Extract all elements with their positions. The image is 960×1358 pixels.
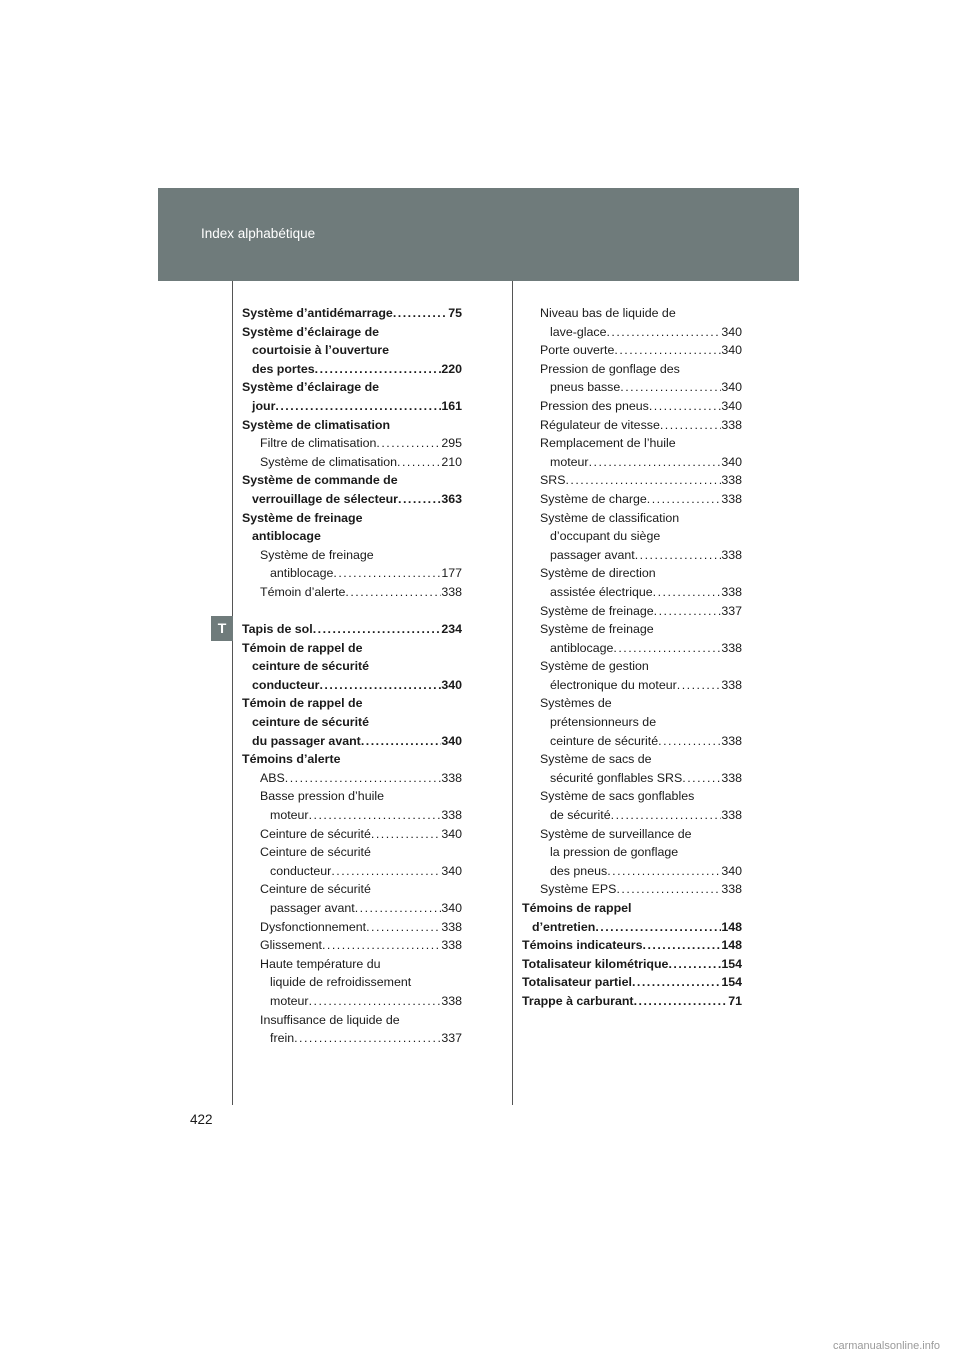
- index-entry-text: Système d’éclairage de: [242, 324, 380, 339]
- index-entry: [242, 416, 462, 435]
- index-entry: [522, 918, 742, 937]
- index-entry: [522, 880, 742, 899]
- index-entry-text: Pression des pneus: [540, 398, 649, 413]
- index-entry-text: Dysfonctionnement: [260, 919, 367, 934]
- index-entry-page: 340: [441, 677, 462, 692]
- index-entry-text: Système de freinage: [540, 622, 654, 637]
- index-entry: [242, 936, 462, 955]
- index-entry: [522, 899, 742, 918]
- index-entry-page: 210: [441, 454, 462, 469]
- index-entry-text: d’entretien: [532, 919, 596, 934]
- index-entry: [242, 992, 462, 1011]
- section-header: [158, 188, 799, 281]
- index-entry-text: jour: [252, 398, 276, 413]
- center-column-rule: [512, 281, 513, 1105]
- index-entry-text: Régulateur de vitesse: [540, 417, 660, 432]
- index-entry-text: Porte ouverte: [540, 343, 615, 358]
- left-column-rule: [232, 281, 233, 1105]
- index-entry-text: prétensionneurs de: [550, 715, 657, 730]
- index-entry: [242, 732, 462, 751]
- index-entry-page: 338: [721, 677, 742, 692]
- dot-leader: [322, 936, 441, 955]
- index-entry: [242, 769, 462, 788]
- index-entry-page: 363: [441, 491, 462, 506]
- index-entry-text: Ceinture de sécurité: [260, 845, 371, 860]
- index-entry-text: Système de climatisation: [260, 454, 398, 469]
- dot-leader: [649, 397, 721, 416]
- index-entry-text: Insuffisance de liquide de: [260, 1012, 400, 1027]
- index-entry-text: Remplacement de l’huile: [540, 436, 676, 451]
- index-entry-page: 234: [441, 622, 462, 637]
- index-entry: [242, 490, 462, 509]
- index-entry-page: 340: [721, 324, 742, 339]
- index-entry-text: Systèmes de: [540, 696, 612, 711]
- index-entry-page: 154: [721, 956, 742, 971]
- index-entry-text: verrouillage de sélecteur: [252, 491, 399, 506]
- index-entry-text: Système de charge: [540, 491, 647, 506]
- index-entry-text: Pression de gonflage des: [540, 361, 680, 376]
- index-entry: [522, 453, 742, 472]
- index-entry: [242, 434, 462, 453]
- index-column-right: [522, 304, 742, 1011]
- dot-leader: [309, 992, 442, 1011]
- dot-leader: [366, 918, 441, 937]
- index-entry-page: 340: [441, 863, 462, 878]
- dot-leader: [654, 602, 722, 621]
- index-entry-text: ceinture de sécurité: [252, 715, 370, 730]
- index-entry-text: moteur: [270, 993, 309, 1008]
- index-entry: [242, 657, 462, 676]
- index-entry-page: 340: [721, 863, 742, 878]
- page-number: 422: [190, 1112, 213, 1127]
- index-entry-text: Système de commande de: [242, 473, 398, 488]
- dot-leader: [361, 732, 442, 751]
- index-entry-page: 340: [441, 826, 462, 841]
- index-entry-text: Basse pression d’huile: [260, 789, 384, 804]
- index-entry: [242, 955, 462, 974]
- index-entry-text: conducteur: [252, 677, 320, 692]
- index-column-left: [242, 304, 462, 1048]
- index-entry: [522, 397, 742, 416]
- index-entry-page: 177: [441, 566, 462, 581]
- index-entry-text: conducteur: [270, 863, 332, 878]
- dot-leader: [309, 806, 442, 825]
- index-entry-text: Témoin d’alerte: [260, 584, 346, 599]
- index-entry-text: Témoin de rappel de: [242, 640, 363, 655]
- dot-leader: [632, 973, 721, 992]
- index-entry-text: lave-glace: [550, 324, 607, 339]
- index-entry: [522, 304, 742, 323]
- dot-leader: [653, 583, 722, 602]
- dot-leader: [643, 936, 722, 955]
- dot-leader: [589, 453, 722, 472]
- index-entry: [242, 862, 462, 881]
- index-entry: [522, 527, 742, 546]
- index-entry-page: 295: [441, 436, 462, 451]
- index-entry: [242, 694, 462, 713]
- dot-leader: [614, 341, 721, 360]
- index-entry-text: Système de gestion: [540, 659, 649, 674]
- index-entry: [242, 397, 462, 416]
- dot-leader: [620, 378, 721, 397]
- index-entry-text: Ceinture de sécurité: [260, 882, 371, 897]
- index-entry-page: 338: [441, 938, 462, 953]
- index-entry: [522, 676, 742, 695]
- index-entry-text: Système de sacs gonflables: [540, 789, 695, 804]
- index-entry: [522, 341, 742, 360]
- index-entry-text: liquide de refroidissement: [270, 975, 412, 990]
- index-entry-text: SRS: [540, 473, 566, 488]
- index-entry-text: Trappe à carburant: [522, 993, 634, 1008]
- index-entry-page: 338: [721, 473, 742, 488]
- index-entry: [242, 620, 462, 639]
- dot-leader: [294, 1029, 441, 1048]
- index-entry: [242, 564, 462, 583]
- watermark: carmanualsonline.info: [832, 1340, 940, 1352]
- dot-leader: [275, 397, 441, 416]
- index-entry: [522, 490, 742, 509]
- index-entry: [242, 509, 462, 528]
- index-entry: [522, 825, 742, 844]
- index-entry: [242, 471, 462, 490]
- index-entry: [242, 899, 462, 918]
- dot-leader: [393, 304, 448, 323]
- index-entry-page: 148: [721, 919, 742, 934]
- index-entry: [522, 806, 742, 825]
- index-entry: [522, 862, 742, 881]
- index-entry-page: 220: [441, 361, 462, 376]
- index-entry-text: passager avant: [270, 901, 355, 915]
- index-entry-page: 161: [441, 398, 462, 413]
- index-entry-text: antiblocage: [270, 566, 334, 581]
- dot-leader: [565, 471, 721, 490]
- dot-leader: [647, 490, 722, 509]
- index-entry-text: ceinture de sécurité: [252, 659, 370, 674]
- index-entry: [522, 694, 742, 713]
- index-entry: [522, 750, 742, 769]
- index-entry: [522, 955, 742, 974]
- index-entry: [522, 787, 742, 806]
- index-entry-text: de sécurité: [550, 808, 611, 823]
- index-entry-text: pneus basse: [550, 380, 621, 395]
- index-entry: [242, 639, 462, 658]
- index-entry-text: moteur: [550, 454, 589, 469]
- index-entry-page: 338: [441, 919, 462, 934]
- index-entry-text: la pression de gonflage: [550, 845, 679, 860]
- index-entry-text: Haute température du: [260, 956, 381, 971]
- index-entry: [522, 416, 742, 435]
- index-entry-page: 340: [441, 901, 462, 915]
- index-entry-text: Témoins indicateurs: [522, 938, 643, 953]
- index-entry-text: Système de climatisation: [242, 417, 391, 432]
- index-entry-page: 338: [721, 547, 742, 562]
- index-entry: [522, 732, 742, 751]
- index-entry: [522, 639, 742, 658]
- index-entry-page: 340: [441, 733, 462, 748]
- dot-leader: [376, 434, 441, 453]
- index-entry: [242, 843, 462, 862]
- index-entry-page: 75: [448, 306, 462, 320]
- index-entry-text: sécurité gonflables SRS: [550, 770, 683, 785]
- index-entry: [242, 360, 462, 379]
- index-entry: [242, 583, 462, 602]
- index-entry: [522, 546, 742, 565]
- index-entry-page: 338: [721, 882, 742, 897]
- index-entry: [242, 341, 462, 360]
- index-entry: [522, 360, 742, 379]
- index-entry: [522, 973, 742, 992]
- index-entry: [242, 453, 462, 472]
- index-entry-text: courtoisie à l’ouverture: [252, 343, 390, 358]
- index-entry-text: Système de freinage: [260, 547, 374, 562]
- index-entry-page: 338: [721, 770, 742, 785]
- dot-leader: [677, 676, 722, 695]
- index-entry: [242, 304, 462, 323]
- index-entry-text: Système de freinage: [242, 510, 363, 525]
- index-entry-page: 338: [441, 584, 462, 599]
- index-entry-text: électronique du moteur: [550, 677, 677, 692]
- index-entry-page: 337: [441, 1031, 462, 1046]
- index-entry: [242, 323, 462, 342]
- index-entry-page: 340: [721, 343, 742, 358]
- dot-leader: [668, 955, 721, 974]
- index-entry-text: Système de freinage: [540, 603, 654, 618]
- index-entry-text: Système EPS: [540, 882, 617, 897]
- index-entry: [242, 1011, 462, 1030]
- index-entry: [242, 676, 462, 695]
- index-entry: [522, 323, 742, 342]
- dot-leader: [285, 769, 442, 788]
- index-entry: [242, 750, 462, 769]
- index-entry-page: 338: [721, 584, 742, 599]
- dot-leader: [345, 583, 441, 602]
- index-entry-page: 338: [721, 640, 742, 655]
- index-entry-text: Niveau bas de liquide de: [540, 306, 676, 320]
- index-entry-page: 338: [441, 770, 462, 785]
- dot-leader: [371, 825, 441, 844]
- index-entry: [522, 378, 742, 397]
- dot-leader: [355, 899, 442, 918]
- index-entry-text: Totalisateur partiel: [522, 975, 632, 990]
- index-entry-text: antiblocage: [550, 640, 614, 655]
- index-entry-text: Système de direction: [540, 566, 656, 581]
- index-entry: [522, 713, 742, 732]
- index-entry: [522, 583, 742, 602]
- index-entry: [242, 713, 462, 732]
- index-entry-text: Système d’éclairage de: [242, 380, 380, 395]
- index-entry: [242, 973, 462, 992]
- dot-leader: [616, 880, 721, 899]
- dot-leader: [333, 564, 441, 583]
- index-entry: [522, 992, 742, 1011]
- index-entry: [242, 546, 462, 565]
- index-entry-text: ABS: [260, 770, 285, 785]
- index-entry-text: des portes: [252, 361, 315, 376]
- index-entry-text: Glissement: [260, 938, 322, 953]
- index-entry-page: 338: [721, 417, 742, 432]
- index-entry: [242, 378, 462, 397]
- index-entry-text: frein: [270, 1031, 295, 1046]
- index-entry-text: Témoin de rappel de: [242, 696, 363, 711]
- index-entry: [242, 1029, 462, 1048]
- index-entry: [522, 936, 742, 955]
- index-entry-page: 338: [721, 733, 742, 748]
- index-entry-text: passager avant: [550, 547, 635, 562]
- index-entry-page: 337: [721, 603, 742, 618]
- dot-leader: [635, 546, 722, 565]
- index-entry-page: 338: [441, 993, 462, 1008]
- index-entry-text: assistée électrique: [550, 584, 653, 599]
- section-title: Index alphabétique: [201, 226, 316, 241]
- index-entry: [522, 657, 742, 676]
- index-entry: [522, 564, 742, 583]
- dot-leader: [660, 416, 721, 435]
- index-entry: [522, 509, 742, 528]
- dot-leader: [658, 732, 721, 751]
- index-entry-text: Ceinture de sécurité: [260, 826, 371, 841]
- index-entry-text: Totalisateur kilométrique: [522, 956, 669, 971]
- dot-leader: [611, 806, 722, 825]
- index-entry: [522, 769, 742, 788]
- index-entry-page: 340: [721, 380, 742, 395]
- index-entry-text: d’occupant du siège: [550, 529, 661, 544]
- index-entry-text: Système de classification: [540, 510, 680, 525]
- index-entry: [242, 806, 462, 825]
- dot-leader: [613, 639, 721, 658]
- index-gap: [242, 602, 462, 621]
- index-entry-text: Filtre de climatisation: [260, 436, 377, 451]
- index-entry: [522, 471, 742, 490]
- index-entry-text: Système de sacs de: [540, 752, 652, 767]
- index-entry-text: des pneus: [550, 863, 608, 878]
- index-entry-text: Système de surveillance de: [540, 826, 692, 841]
- index-entry-text: Témoins de rappel: [522, 901, 632, 915]
- index-entry: [242, 825, 462, 844]
- letter-tab: T: [211, 616, 233, 641]
- index-entry-text: Tapis de sol: [242, 622, 313, 637]
- index-entry-page: 338: [721, 808, 742, 823]
- dot-leader: [607, 862, 721, 881]
- index-entry-text: ceinture de sécurité: [550, 733, 659, 748]
- dot-leader: [331, 862, 441, 881]
- index-entry-page: 71: [728, 993, 742, 1008]
- dot-leader: [397, 453, 441, 472]
- index-entry-text: antiblocage: [252, 529, 321, 544]
- index-entry: [242, 918, 462, 937]
- dot-leader: [606, 323, 721, 342]
- index-entry-page: 340: [721, 454, 742, 469]
- index-entry: [242, 787, 462, 806]
- index-entry-page: 338: [721, 491, 742, 506]
- dot-leader: [634, 992, 729, 1011]
- index-entry: [522, 843, 742, 862]
- dot-leader: [682, 769, 721, 788]
- dot-leader: [313, 620, 442, 639]
- index-entry-page: 148: [721, 938, 742, 953]
- dot-leader: [315, 360, 442, 379]
- index-entry: [522, 434, 742, 453]
- dot-leader: [319, 676, 441, 695]
- index-entry-text: du passager avant: [252, 733, 361, 748]
- index-entry: [242, 527, 462, 546]
- index-entry-text: moteur: [270, 808, 309, 823]
- index-entry: [242, 880, 462, 899]
- index-entry-page: 154: [721, 975, 742, 990]
- dot-leader: [595, 918, 721, 937]
- index-entry: [522, 602, 742, 621]
- index-entry-page: 338: [441, 808, 462, 823]
- index-entry: [522, 620, 742, 639]
- index-entry-text: Système d’antidémarrage: [242, 306, 393, 320]
- index-entry-page: 340: [721, 398, 742, 413]
- dot-leader: [398, 490, 441, 509]
- index-entry-text: Témoins d’alerte: [242, 752, 341, 767]
